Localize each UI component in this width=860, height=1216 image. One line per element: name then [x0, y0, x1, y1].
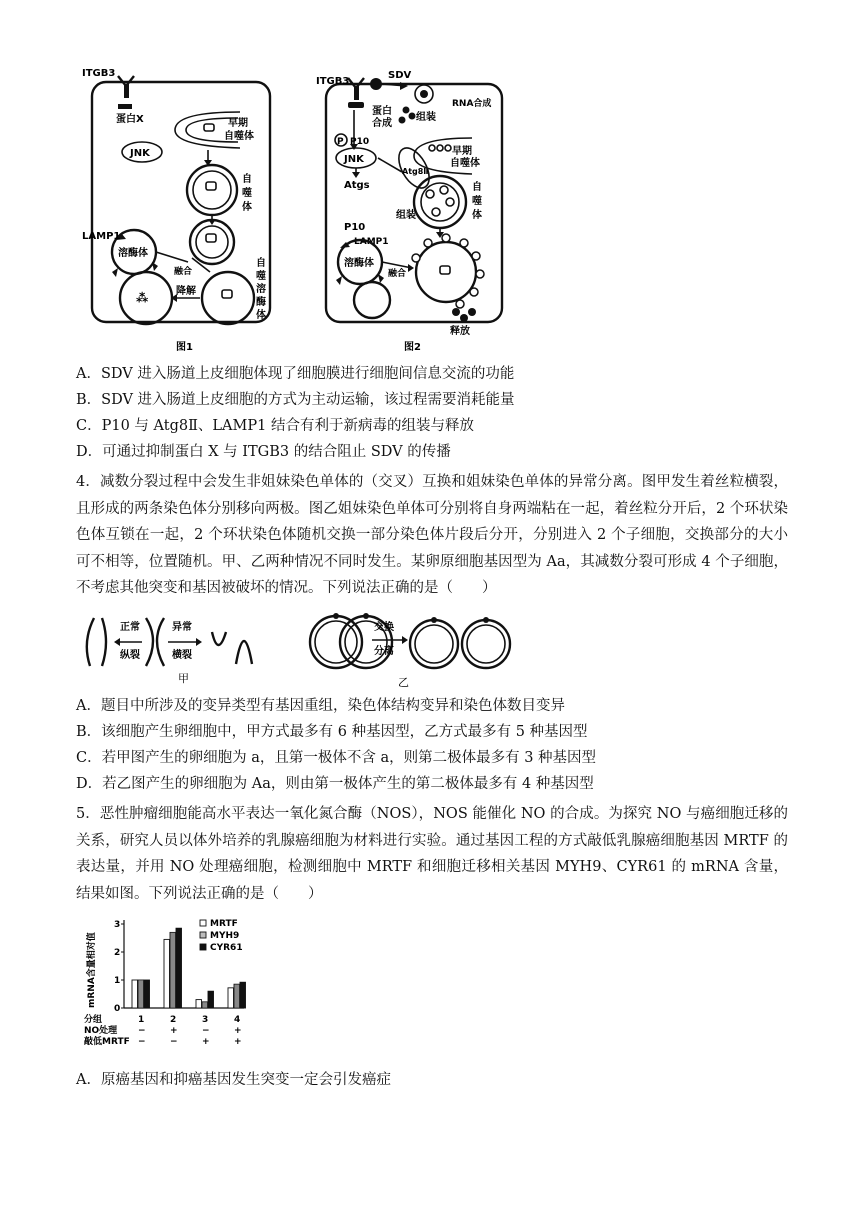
chart-ylabel: mRNA含量相对值: [87, 932, 97, 1008]
row-value: 1: [138, 1015, 145, 1025]
bar-cyr61-group-3: [208, 991, 214, 1008]
row-value: 3: [202, 1015, 209, 1025]
itgb3-stem-icon: [124, 84, 129, 98]
autolysosome-label-1: 自: [256, 258, 266, 269]
lamp1-label: LAMP1: [82, 231, 121, 242]
autophagosome-label-2-3: 体: [472, 210, 482, 221]
p10-left-label: P10: [344, 222, 366, 233]
lysosome-label: 溶酶体: [118, 248, 148, 259]
legend-swatch-cyr61: [200, 944, 206, 950]
release-label: 释放: [450, 326, 470, 337]
figure-2-caption: 图2: [404, 342, 421, 353]
figure-yi: [296, 610, 516, 690]
row-value: +: [170, 1026, 178, 1036]
legend-swatch-myh9: [200, 932, 206, 938]
q4-option-d: D．若乙图产生的卵细胞为 Aa，则由第一极体产生的第二极体最多有 4 种基因型: [76, 776, 594, 792]
q5-option-a: A．原癌基因和抑癌基因发生突变一定会引发癌症: [76, 1072, 391, 1088]
assembly-label-top: 组装: [416, 112, 436, 123]
fusion-label: 融合: [174, 267, 193, 277]
atgs-label: Atgs: [344, 180, 370, 191]
figure-jia: [80, 614, 270, 686]
separate-label: 分离: [374, 646, 394, 657]
row-label: NO处理: [84, 1026, 118, 1036]
bar-mrtf-group-1: [132, 980, 138, 1008]
row-value: +: [234, 1026, 242, 1036]
itgb3-label: ITGB3: [82, 68, 116, 79]
legend-label-cyr61: CYR61: [210, 943, 243, 953]
legend-label-mrtf: MRTF: [210, 919, 238, 929]
q3-option-c: C．P10 与 Atg8Ⅱ、LAMP1 结合有利于新病毒的组装与释放: [76, 418, 474, 434]
early-autophagosome-label-2-1: 早期: [452, 146, 472, 157]
figure-2: [314, 62, 514, 354]
normal-split-label-1: 正常: [120, 622, 140, 633]
autophagosome-label-3: 体: [242, 202, 252, 213]
row-value: −: [138, 1026, 146, 1036]
q4-option-a: A．题目中所涉及的变异类型有基因重组，染色体结构变异和染色体数目变异: [76, 698, 565, 714]
q3-option-d: D．可通过抑制蛋白 X 与 ITGB3 的结合阻止 SDV 的传播: [76, 444, 451, 460]
bar-cyr61-group-2: [176, 928, 182, 1008]
bar-mrtf-group-2: [164, 939, 170, 1008]
protein-x-label: 蛋白X: [116, 114, 144, 125]
q4-option-c: C．若甲图产生的卵细胞为 a，且第一极体不含 a，则第二极体最多有 3 种基因型: [76, 750, 597, 766]
legend-swatch-mrtf: [200, 920, 206, 926]
bar-mrtf-group-3: [196, 1000, 202, 1008]
jnk-label: JNK: [130, 148, 150, 159]
jnk-label-2: JNK: [344, 154, 364, 165]
row-value: −: [138, 1037, 146, 1047]
autophagosome-label-2-2: 噬: [472, 196, 482, 207]
early-autophagosome-label-1: 早期: [228, 118, 248, 129]
p10-label: P10: [350, 137, 370, 147]
autolysosome-label-3: 溶: [256, 284, 266, 295]
autophagosome-label-1: 自: [242, 174, 252, 185]
rna-synthesis-label: RNA合成: [452, 99, 492, 109]
legend-label-myh9: MYH9: [210, 931, 240, 941]
y-tick-label: 0: [114, 1004, 121, 1014]
abnormal-split-label-2: 横裂: [172, 650, 192, 661]
bar-cyr61-group-1: [144, 980, 150, 1008]
abnormal-split-label-1: 异常: [172, 622, 192, 633]
lamp1-label-2: LAMP1: [354, 237, 389, 247]
exchange-label: 交换: [374, 622, 394, 633]
yi-label: 乙: [398, 676, 409, 689]
row-value: +: [202, 1037, 210, 1047]
itgb3-label-2: ITGB3: [316, 76, 350, 87]
degradation-label: 降解: [176, 286, 196, 297]
q5-stem: 5．恶性肿瘤细胞能高水平表达一氧化氮合酶（NOS），NOS 能催化 NO 的合成。为探究 NO 与癌细胞迁移的关系，研究人员以体外培养的乳腺癌细胞为材料进行实验。通过基因工程的方式敲低乳腺癌细胞基因 MRTF 的表达量，并用 NO 处理癌细胞，检测细胞中 MRTF 和细胞迁移相关基因 MYH9、CYR61 的 mRNA 含量，结果如图。下列说法正确的是（ ）: [76, 806, 788, 902]
row-value: 4: [234, 1015, 241, 1025]
row-value: −: [170, 1037, 178, 1047]
mrna-bar-chart: [80, 912, 250, 1058]
svg-text:⁂: ⁂: [136, 291, 149, 305]
lysosome-label-2: 溶酶体: [344, 258, 374, 269]
phospho-label: P: [337, 137, 344, 147]
row-label: 分组: [84, 1015, 103, 1025]
early-autophagosome-label-2: 自噬体: [224, 131, 254, 142]
q3-option-a: A．SDV 进入肠道上皮细胞体现了细胞膜进行细胞间信息交流的功能: [76, 366, 515, 382]
y-tick-label: 2: [114, 948, 121, 958]
bar-mrtf-group-4: [228, 988, 234, 1008]
autolysosome-label-5: 体: [256, 310, 266, 321]
autolysosome-label-4: 酶: [256, 297, 266, 308]
jia-label: 甲: [178, 672, 189, 685]
protein-x-icon: [118, 104, 132, 109]
bar-cyr61-group-4: [240, 982, 246, 1008]
assembly-label-mid: 组装: [396, 210, 416, 221]
y-tick-label: 1: [114, 976, 121, 986]
fusion-label-2: 融合: [388, 269, 407, 279]
q3-option-b: B．SDV 进入肠道上皮细胞的方式为主动运输，该过程需要消耗能量: [76, 392, 515, 408]
q4-stem: 4．减数分裂过程中会发生非姐妹染色单体的（交叉）互换和姐妹染色单体的异常分离。图甲发生着丝粒横裂，且形成的两条染色体分别移向两极。图乙姐妹染色单体可分别将自身两端粘在一起，着丝粒分开后，2 个环状染色体互锁在一起，2 个环状染色体随机交换一部分染色体片段后分开，分别进入 2 个子细胞，交换部分的大小可不相等，位置随机。甲、乙两种情况不同时发生。某卵原细胞基因型为 Aa，其减数分裂可形成 4 个子细胞，不考虑其他突变和基因被破坏的情况。下列说法正确的是（ ）: [76, 474, 788, 596]
row-value: 2: [170, 1015, 177, 1025]
row-value: −: [202, 1026, 210, 1036]
figure-1: [80, 62, 280, 354]
autophagosome-label-2: 噬: [242, 188, 252, 199]
y-tick-label: 3: [114, 920, 121, 930]
q4-option-b: B．该细胞产生卵细胞中，甲方式最多有 6 种基因型，乙方式最多有 5 种基因型: [76, 724, 588, 740]
early-autophagosome-label-2-2: 自噬体: [450, 158, 480, 169]
sdv-label: SDV: [388, 70, 412, 81]
protein-synthesis-label-1: 蛋白: [372, 106, 392, 117]
figure-1-caption: 图1: [176, 342, 193, 353]
row-label: 敲低MRTF: [84, 1037, 130, 1047]
normal-split-label-2: 纵裂: [120, 650, 140, 661]
autolysosome-label-2: 噬: [256, 271, 266, 282]
protein-synthesis-label-2: 合成: [372, 118, 392, 129]
atg8-label: Atg8Ⅱ: [402, 167, 429, 176]
virus-icon: [370, 78, 382, 90]
virus-vesicle-circle: [416, 242, 476, 302]
autophagosome-label-2-1: 自: [472, 182, 482, 193]
row-value: +: [234, 1037, 242, 1047]
